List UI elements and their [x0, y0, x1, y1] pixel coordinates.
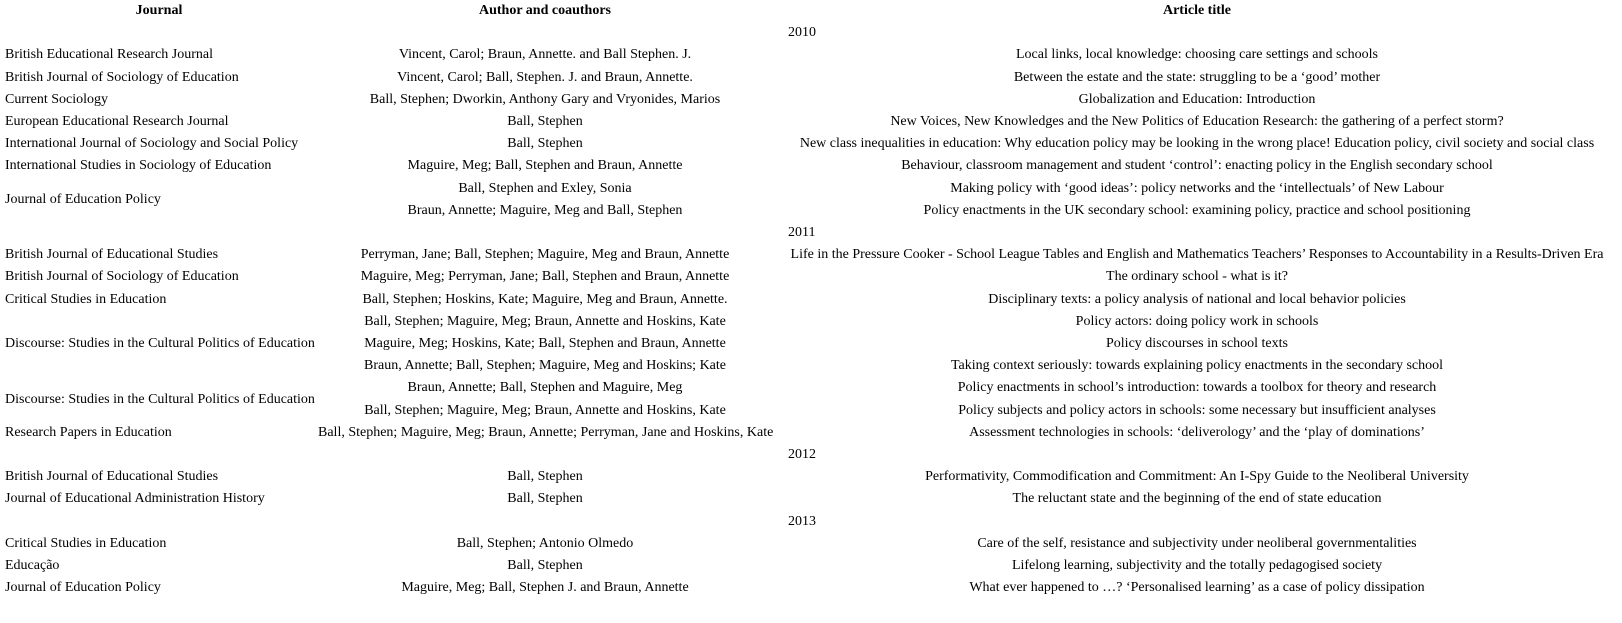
title-cell: The ordinary school - what is it? — [1106, 269, 1288, 285]
column-header-journal: Journal — [135, 3, 183, 18]
table-row — [0, 533, 1622, 555]
title-cell: Performativity, Commodification and Commitment: An I-Spy Guide to the Neoliberal University — [925, 469, 1469, 485]
year-label: 2011 — [788, 225, 816, 241]
author-cell: Perryman, Jane; Ball, Stephen; Maguire, Meg and Braun, Annette — [360, 247, 730, 263]
journal-cell: Journal of Educational Administration History — [5, 491, 265, 507]
author-cell: Ball, Stephen; Maguire, Meg; Braun, Annette and Hoskins, Kate — [364, 313, 726, 329]
journal-cell: Research Papers in Education — [5, 424, 172, 440]
title-cell: Life in the Pressure Cooker - School League Tables and English and Mathematics Teachers’ Responses to Accountability in a Results-Driven Era — [790, 247, 1604, 263]
author-cell: Ball, Stephen; Hoskins, Kate; Maguire, Meg and Braun, Annette. — [362, 291, 728, 307]
journal-cell: Journal of Education Policy — [5, 191, 161, 207]
author-cell: Ball, Stephen — [507, 136, 583, 152]
year-row — [0, 444, 1622, 466]
journal-cell: British Journal of Educational Studies — [5, 247, 219, 263]
journal-cell: British Educational Research Journal — [5, 47, 213, 63]
author-cell: Vincent, Carol; Ball, Stephen. J. and Braun, Annette. — [397, 69, 693, 85]
title-cell: Disciplinary texts: a policy analysis of national and local behavior policies — [988, 291, 1406, 307]
table-row — [0, 555, 1622, 577]
year-row — [0, 222, 1622, 244]
author-cell: Vincent, Carol; Braun, Annette. and Ball Stephen. J. — [398, 47, 692, 63]
author-cell: Ball, Stephen; Maguire, Meg; Braun, Annette and Hoskins, Kate — [364, 402, 726, 418]
author-cell: Maguire, Meg; Ball, Stephen J. and Braun, Annette — [401, 580, 689, 596]
table-row — [0, 67, 1622, 89]
author-cell: Maguire, Meg; Ball, Stephen and Braun, Annette — [407, 158, 683, 174]
title-cell: Local links, local knowledge: choosing care settings and schools — [1016, 47, 1378, 63]
journal-cell: European Educational Research Journal — [5, 114, 229, 130]
author-cell: Ball, Stephen — [507, 558, 583, 574]
author-cell: Ball, Stephen; Maguire, Meg; Braun, Annette; Perryman, Jane and Hoskins, Kate — [318, 424, 774, 440]
author-cell: Ball, Stephen — [507, 114, 583, 130]
table-row — [0, 577, 1622, 599]
title-cell: Between the estate and the state: struggling to be a ‘good’ mother — [1013, 69, 1381, 85]
table-row — [0, 44, 1622, 66]
journal-cell: Current Sociology — [5, 91, 109, 107]
header-row — [0, 0, 1622, 22]
title-cell: New Voices, New Knowledges and the New Politics of Education Research: the gathering of a perfect storm? — [890, 114, 1504, 130]
title-cell: The reluctant state and the beginning of the end of state education — [1012, 491, 1382, 507]
title-cell: Assessment technologies in schools: ‘deliverology’ and the ‘play of dominations’ — [969, 424, 1425, 440]
table-row — [0, 289, 1622, 311]
journal-cell: International Studies in Sociology of Education — [5, 158, 272, 174]
table-row — [0, 133, 1622, 155]
journal-cell: Discourse: Studies in the Cultural Politics of Education — [5, 336, 315, 352]
title-cell: Making policy with ‘good ideas’: policy networks and the ‘intellectuals’ of New Labour — [950, 180, 1444, 196]
table-row — [0, 111, 1622, 133]
table-row — [0, 466, 1622, 488]
author-cell: Maguire, Meg; Hoskins, Kate; Ball, Stephen and Braun, Annette — [364, 336, 726, 352]
table-row — [0, 155, 1622, 177]
title-cell: Policy actors: doing policy work in schools — [1075, 313, 1319, 329]
table-row — [0, 89, 1622, 111]
journal-cell: British Journal of Educational Studies — [5, 469, 219, 485]
column-header-author: Author and coauthors — [479, 3, 611, 18]
title-cell: Taking context seriously: towards explaining policy enactments in the secondary school — [950, 358, 1443, 374]
author-cell: Ball, Stephen and Exley, Sonia — [458, 180, 632, 196]
title-cell: Behaviour, classroom management and student ‘control’: enacting policy in the English secondary school — [901, 158, 1493, 174]
author-cell: Ball, Stephen — [507, 491, 583, 507]
author-cell: Ball, Stephen — [507, 469, 583, 485]
year-row — [0, 511, 1622, 533]
journal-cell: Educação — [5, 558, 60, 574]
journal-cell: Critical Studies in Education — [5, 535, 167, 551]
table-row — [0, 244, 1622, 266]
author-cell: Maguire, Meg; Perryman, Jane; Ball, Stephen and Braun, Annette — [360, 269, 730, 285]
journal-cell: Discourse: Studies in the Cultural Politics of Education — [5, 391, 315, 407]
year-label: 2012 — [788, 447, 816, 463]
author-cell: Ball, Stephen; Antonio Olmedo — [456, 535, 634, 551]
title-cell: Globalization and Education: Introduction — [1078, 91, 1316, 107]
journal-cell: British Journal of Sociology of Education — [5, 69, 239, 85]
table-row — [0, 488, 1622, 510]
title-cell: Policy discourses in school texts — [1106, 336, 1288, 352]
column-header-title: Article title — [1162, 3, 1231, 18]
author-cell: Braun, Annette; Maguire, Meg and Ball, Stephen — [407, 202, 683, 218]
title-cell: Policy subjects and policy actors in schools: some necessary but insufficient analyses — [958, 402, 1436, 418]
year-row — [0, 22, 1622, 44]
table-row — [0, 422, 1622, 444]
author-cell: Braun, Annette; Ball, Stephen; Maguire, Meg and Hoskins; Kate — [364, 358, 726, 374]
title-cell: New class inequalities in education: Why education policy may be looking in the wrong place! Education policy, civil society and social class — [799, 136, 1595, 152]
title-cell: Lifelong learning, subjectivity and the totally pedagogised society — [1011, 558, 1383, 574]
table-row — [0, 377, 1622, 399]
title-cell: Policy enactments in school’s introduction: towards a toolbox for theory and research — [957, 380, 1437, 396]
author-cell: Braun, Annette; Ball, Stephen and Maguire, Meg — [407, 380, 683, 396]
title-cell: Policy enactments in the UK secondary school: examining policy, practice and school positioning — [923, 202, 1471, 218]
journal-cell: Journal of Education Policy — [5, 580, 161, 596]
table-row — [0, 266, 1622, 288]
journal-cell: International Journal of Sociology and Social Policy — [5, 136, 299, 152]
author-cell: Ball, Stephen; Dworkin, Anthony Gary and Vryonides, Marios — [369, 91, 721, 107]
journal-cell: British Journal of Sociology of Education — [5, 269, 239, 285]
title-cell: Care of the self, resistance and subjectivity under neoliberal governmentalities — [977, 535, 1417, 551]
year-label: 2010 — [788, 25, 816, 41]
table-row — [0, 311, 1622, 333]
table-row — [0, 178, 1622, 200]
journal-cell: Critical Studies in Education — [5, 291, 167, 307]
title-cell: What ever happened to …? ‘Personalised learning’ as a case of policy dissipation — [969, 580, 1425, 596]
year-label: 2013 — [788, 513, 816, 529]
